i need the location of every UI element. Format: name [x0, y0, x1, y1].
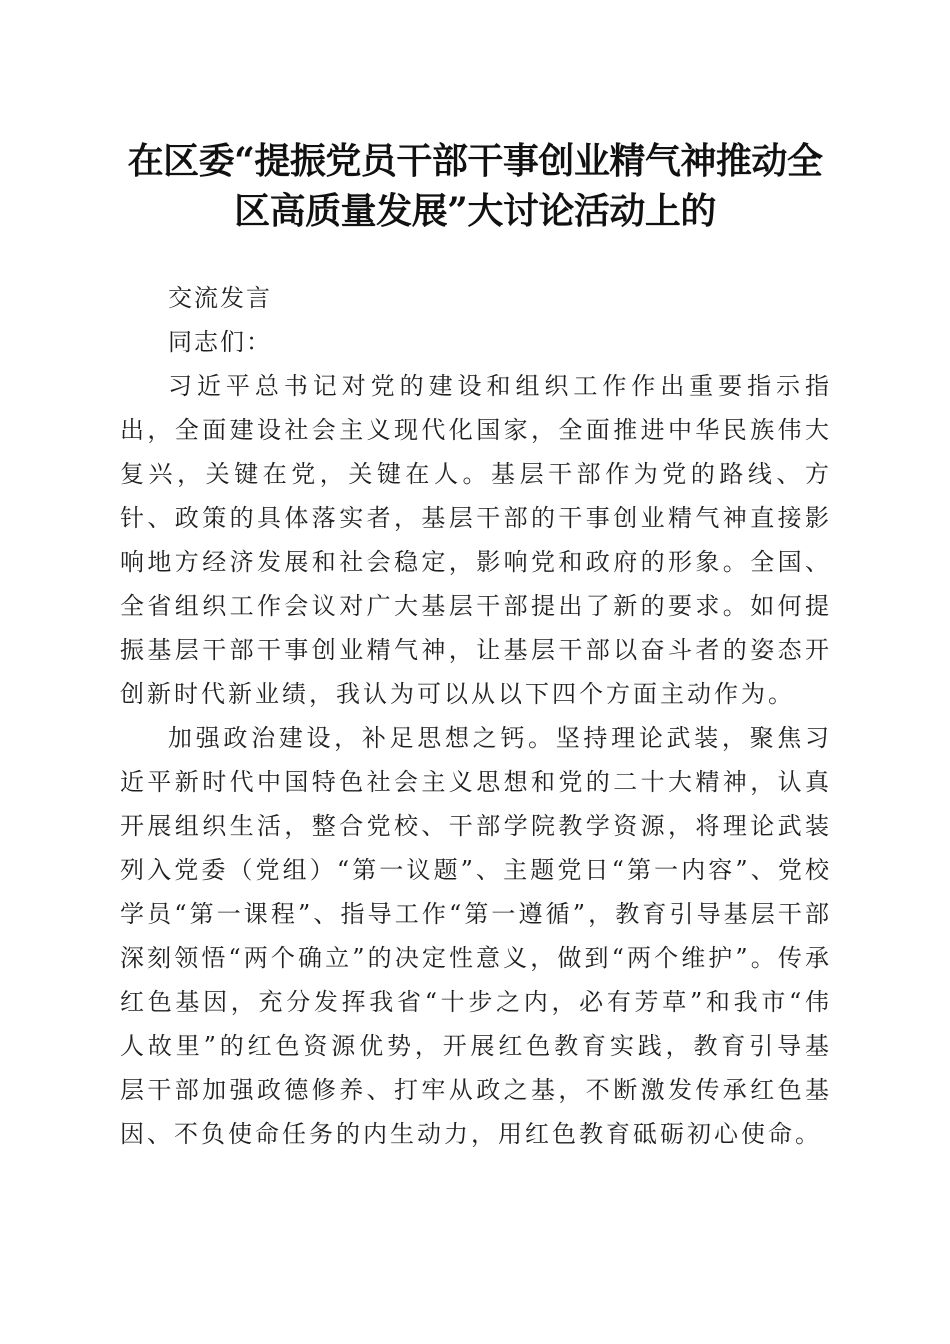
title-line-1: 在区委“提振党员干部干事创业精气神推动全	[127, 140, 823, 182]
salutation: 同志们：	[168, 328, 272, 356]
document-body	[120, 276, 832, 1156]
document-subtitle: 交流发言	[168, 284, 272, 312]
title-line-2: 区高质量发展”大讨论活动上的	[234, 190, 716, 232]
paragraph-intro: 习近平总书记对党的建设和组织工作作出重要指示指出，全面建设社会主义现代化国家，全面推进中华民族伟大复兴，关键在党，关键在人。基层干部作为党的路线、方针、政策的具体落实者，基层干部的干事创业精气神直接影响地方经济发展和社会稳定，影响党和政府的形象。全国、全省组织工作会议对广大基层干部提出了新的要求。如何提振基层干部干事创业精气神，让基层干部以奋斗者的姿态开创新时代新业绩，我认为可以从以下四个方面主动作为。	[120, 372, 832, 708]
document-title	[100, 136, 850, 236]
paragraph-political-building: 加强政治建设，补足思想之钙。坚持理论武装，聚焦习近平新时代中国特色社会主义思想和党的二十大精神，认真开展组织生活，整合党校、干部学院教学资源，将理论武装列入党委（党组）“第一议题”、主题党日“第一内容”、党校学员“第一课程”、指导工作“第一遵循”，教育引导基层干部深刻领悟“两个确立”的决定性意义，做到“两个维护”。传承红色基因，充分发挥我省“十步之内，必有芳草”和我市“伟人故里”的红色资源优势，开展红色教育实践，教育引导基层干部加强政德修养、打牢从政之基，不断激发传承红色基因、不负使命任务的内生动力，用红色教育砥砺初心使命。	[120, 724, 832, 1148]
